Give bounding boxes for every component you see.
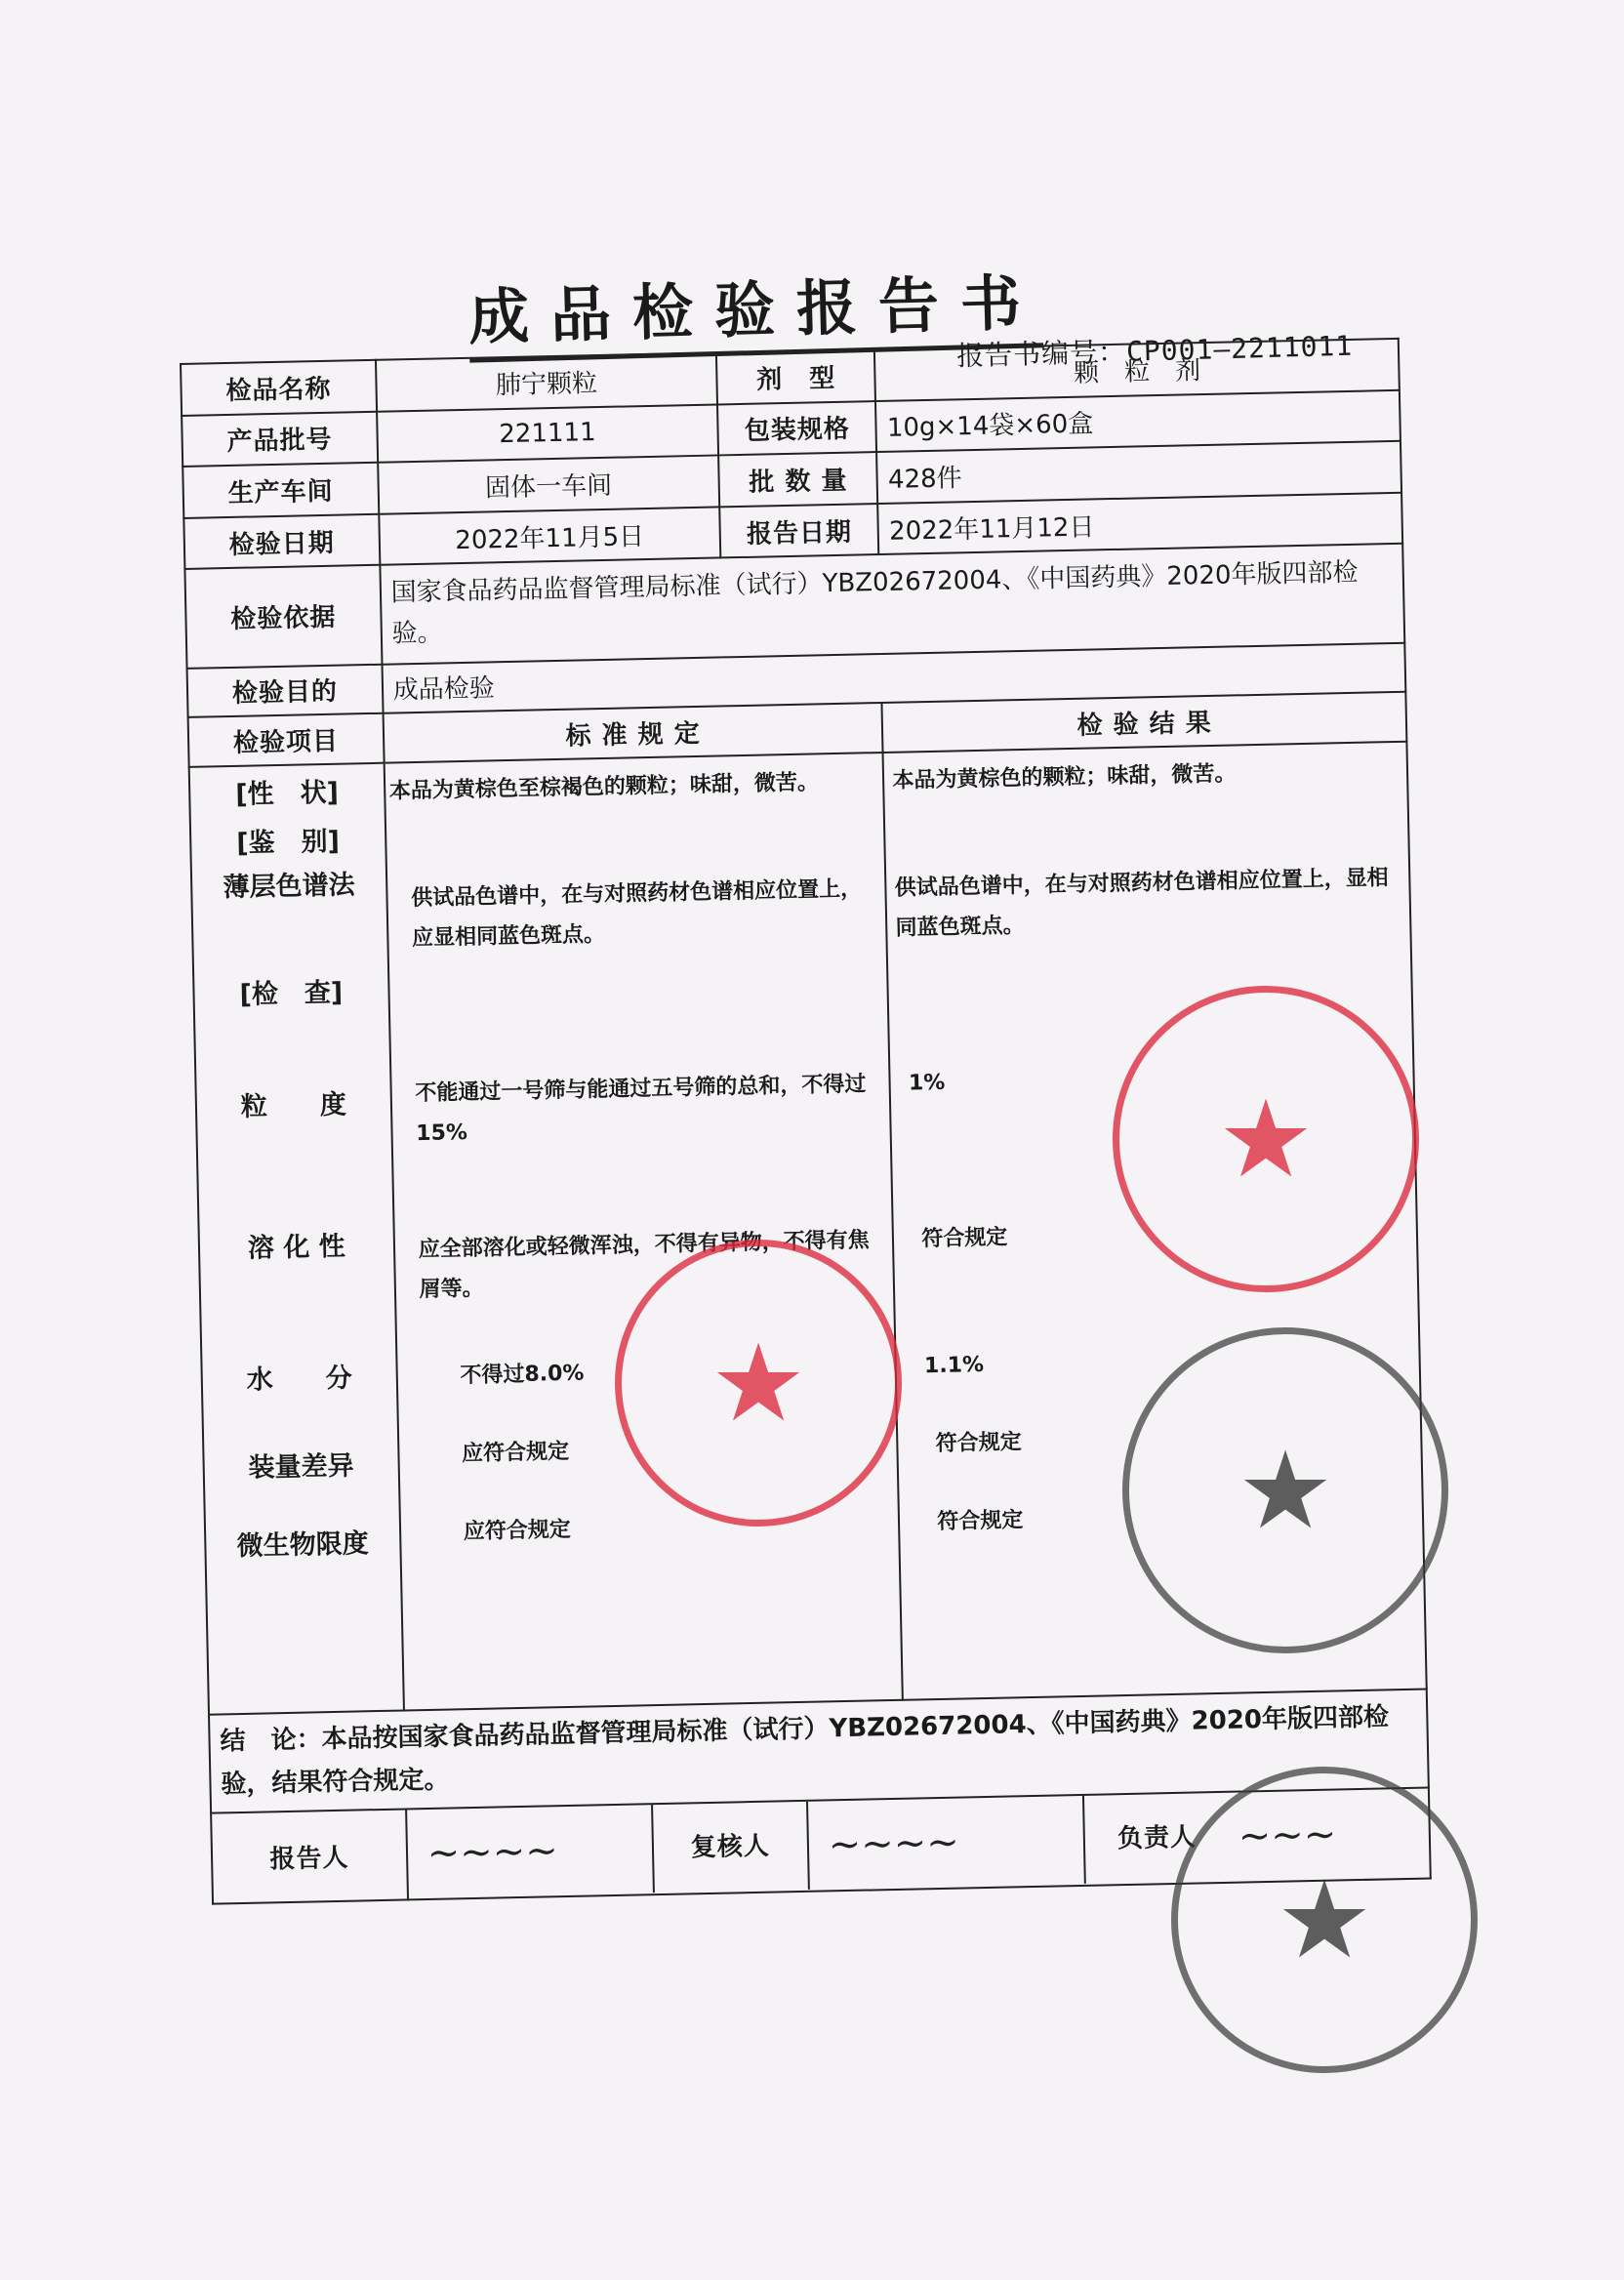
report-date-value: 2022年11月12日: [878, 493, 1403, 555]
responsible-label: 负责人: [1082, 1793, 1229, 1884]
reviewer-label: 复核人: [651, 1802, 810, 1893]
conclusion-label: 结 论：: [220, 1725, 322, 1757]
item-name: [性 状]: [234, 777, 340, 810]
inspect-date-label: 检验日期: [183, 514, 380, 570]
basis-value: 国家食品药品监督管理局标准（试行）YBZ02672004、《中国药典》2020年版四部检验。: [380, 544, 1404, 664]
report-number-label: 报告书编号：: [955, 335, 1127, 373]
standard-text: 不能通过一号筛与能通过五号筛的总和，不得过15%: [415, 1072, 867, 1147]
inspection-table: [180, 335, 1432, 1905]
dosage-form-value: 颗 粒 剂: [874, 339, 1400, 401]
item-name: [检 查]: [239, 977, 344, 1010]
item-name: 溶 化 性: [247, 1231, 346, 1264]
standard-column: [384, 753, 903, 1711]
reviewer-signature: ~~~~: [828, 1820, 960, 1868]
standard-text: 不得过8.0%: [460, 1361, 585, 1388]
purpose-value: 成品检验: [382, 642, 1405, 713]
product-name-label: 检品名称: [181, 360, 377, 416]
item-name: 微生物限度: [236, 1527, 370, 1562]
report-date-label: 报告日期: [719, 504, 878, 558]
workshop-value: 固体一车间: [378, 456, 719, 514]
package-value: 10g×14袋×60盒: [875, 389, 1401, 452]
standard-text: 本品为黄棕色至棕褐色的颗粒；味甜，微苦。: [388, 770, 820, 804]
workshop-label: 生产车间: [183, 463, 379, 518]
standard-text: 应符合规定: [463, 1517, 572, 1544]
standard-text: 供试品色谱中，在与对照药材色谱相应位置上，应显相同蓝色斑点。: [410, 876, 863, 952]
responsible-signature: ~~~: [1238, 1812, 1337, 1860]
result-text: 供试品色谱中，在与对照药材色谱相应位置上，显相同蓝色斑点。: [894, 865, 1389, 942]
batch-value: 221111: [377, 404, 718, 463]
package-label: 包装规格: [717, 401, 876, 456]
result-text: 1.1%: [923, 1352, 985, 1378]
reporter-signature: ~~~~: [426, 1828, 559, 1877]
item-name: 粒 度: [240, 1089, 347, 1122]
star-icon: ★: [710, 1321, 807, 1445]
conclusion-text: 本品按国家食品药品监督管理局标准（试行）YBZ02672004、《中国药典》2020年版四部检验，结果符合规定。: [221, 1702, 1390, 1800]
standard-header: 标 准 规 定: [383, 703, 883, 762]
quantity-value: 428件: [876, 441, 1401, 504]
result-text: 符合规定: [937, 1507, 1024, 1534]
quantity-label: 批 数 量: [718, 452, 877, 507]
result-header: 检 验 结 果: [882, 692, 1407, 753]
items-label: 检验项目: [188, 713, 385, 767]
standard-text: 应符合规定: [461, 1439, 570, 1466]
dosage-form-label: 剂 型: [716, 349, 875, 404]
batch-label: 产品批号: [182, 411, 378, 467]
basis-label: 检验依据: [184, 565, 382, 668]
result-text: 符合规定: [935, 1429, 1022, 1456]
result-column: [883, 741, 1427, 1699]
item-name: 薄层色谱法: [223, 870, 355, 903]
product-name-value: 肺宁颗粒: [376, 352, 717, 411]
star-icon: ★: [1217, 1077, 1315, 1201]
items-column: [189, 762, 404, 1714]
result-text: 1%: [908, 1070, 946, 1096]
inspect-date-value: 2022年11月5日: [379, 507, 720, 565]
star-icon: ★: [1276, 1857, 1373, 1982]
star-icon: ★: [1237, 1428, 1334, 1553]
item-name: 装量差异: [248, 1450, 354, 1484]
report-title: 成品检验报告书: [467, 254, 1043, 362]
item-name: [鉴 别]: [235, 826, 341, 859]
purpose-label: 检验目的: [187, 664, 384, 717]
reporter-label: 报告人: [211, 1809, 408, 1903]
standard-text: 应全部溶化或轻微浑浊，不得有异物，不得有焦屑等。: [418, 1228, 870, 1303]
report-number-value: CP001—2211011: [1125, 329, 1354, 368]
result-text: 符合规定: [921, 1225, 1008, 1251]
result-text: 本品为黄棕色的颗粒；味甜，微苦。: [892, 761, 1237, 794]
item-name: 水 分: [246, 1363, 352, 1396]
